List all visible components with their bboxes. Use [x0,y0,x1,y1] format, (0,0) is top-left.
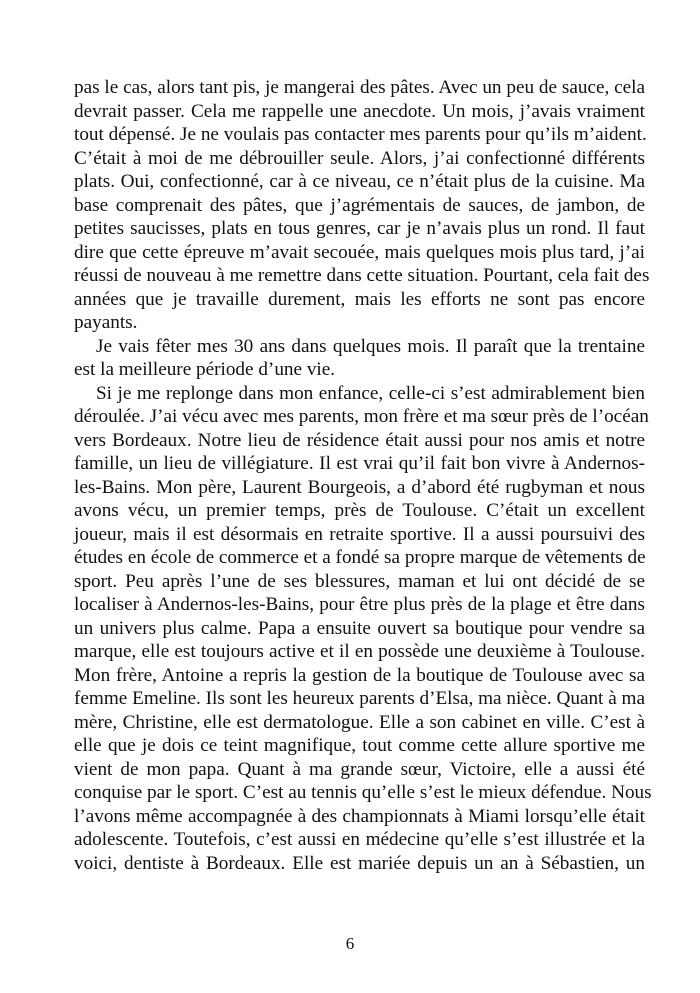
text-line: femme Emeline. Ils sont les heureux parents d’Elsa, ma nièce. Quant à ma [74,688,645,709]
text-line: mère, Christine, elle est dermatologue. Elle a son cabinet en ville. C’est à [74,711,645,733]
text-line: plats. Oui, confectionné, car à ce niveau, ce n’était plus de la cuisine. Ma [74,171,645,192]
paragraph [74,335,645,382]
text-line: conquise par le sport. C’est au tennis qu’elle s’est le mieux défendue. Nous [74,782,652,803]
text-line: avons vécu, un premier temps, près de Toulouse. C’était un excellent [74,500,645,521]
text-line: voici, dentiste à Bordeaux. Elle est mariée depuis un an à Sébastien, un [74,852,645,874]
text-line: dire que cette épreuve m’avait secouée, mais quelques mois plus tard, j’ai [74,241,645,263]
text-line: vers Bordeaux. Notre lieu de résidence était aussi pour nos amis et notre [74,429,645,451]
text-line: localiser à Andernos-les-Bains, pour être plus près de la plage et être dans [74,594,645,615]
text-line: les-Bains. Mon père, Laurent Bourgeois, a d’abord été rugbyman et nous [74,476,645,498]
text-line: déroulée. J’ai vécu avec mes parents, mon frère et ma sœur près de l’océan [74,406,649,427]
text-line: est la meilleure période d’une vie. [74,359,336,380]
text-line: adolescente. Toutefois, c’est aussi en médecine qu’elle s’est illustrée et la [74,829,645,850]
text-line: pas le cas, alors tant pis, je mangerai des pâtes. Avec un peu de sauce, cela [74,77,645,98]
text-line: années que je travaille durement, mais les efforts ne sont pas encore [74,288,645,310]
paragraph [74,76,650,335]
text-line: C’était à moi de me débrouiller seule. Alors, j’ai confectionné différents [74,147,645,169]
text-line: payants. [74,312,138,333]
text-line: devrait passer. Cela me rappelle une anecdote. Un mois, j’avais vraiment [74,100,645,122]
text-line: l’avons même accompagnée à des championnats à Miami lorsqu’elle était [74,805,645,827]
page-number: 6 [345,934,355,953]
text-line: Si je me replonge dans mon enfance, celle-ci s’est admirablement bien [96,382,645,404]
text-line: elle que je dois ce teint magnifique, tout comme cette allure sportive me [74,735,645,756]
text-line: études en école de commerce et a fondé sa propre marque de vêtements de [74,547,646,568]
text-line: famille, un lieu de villégiature. Il est vrai qu’il fait bon vivre à Andernos- [74,453,645,474]
text-line: marque, elle est toujours active et il en possède une deuxième à Toulouse. [74,641,645,662]
text-line: petites saucisses, plats en tous genres, car je n’avais plus un rond. Il faut [74,218,645,239]
page-body-text [74,76,652,875]
text-line: vient de mon papa. Quant à ma grande sœur, Victoire, elle a aussi été [74,758,645,780]
text-line: joueur, mais il est désormais en retraite sportive. Il a aussi poursuivi des [74,523,645,545]
text-line: Mon frère, Antoine a repris la gestion de la boutique de Toulouse avec sa [74,664,645,686]
text-line: sport. Peu après l’une de ses blessures, maman et lui ont décidé de se [74,570,645,592]
text-line: base comprenait des pâtes, que j’agrémentais de sauces, de jambon, de [74,194,645,216]
text-line: tout dépensé. Je ne voulais pas contacter mes parents pour qu’ils m’aident. [74,124,647,145]
text-line: Je vais fêter mes 30 ans dans quelques mois. Il paraît que la trentaine [96,335,645,357]
text-line: réussi de nouveau à me remettre dans cette situation. Pourtant, cela fait des [74,265,650,286]
paragraph [74,382,652,876]
text-line: un univers plus calme. Papa a ensuite ouvert sa boutique pour vendre sa [74,617,645,639]
